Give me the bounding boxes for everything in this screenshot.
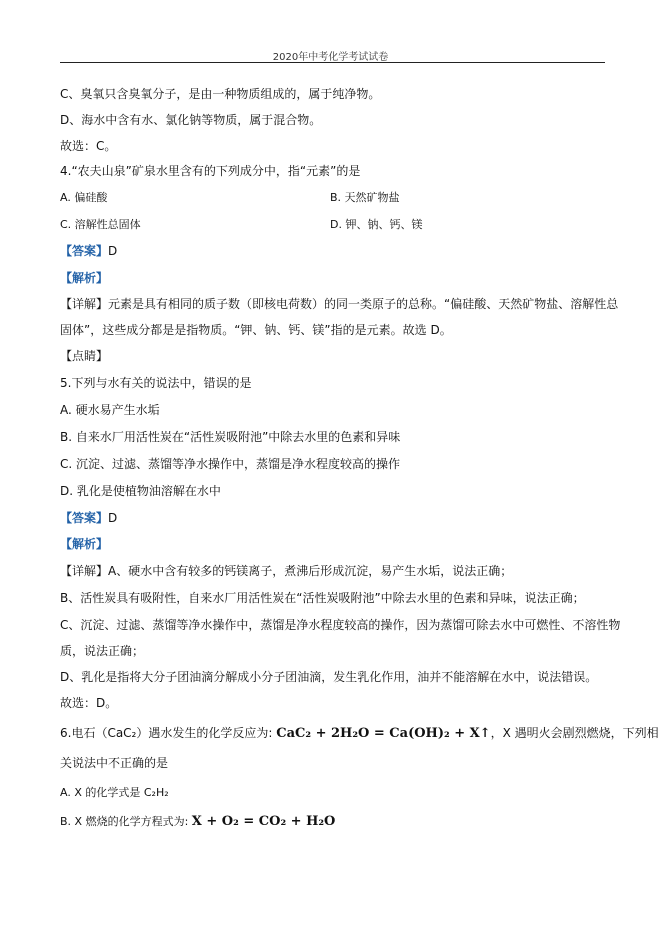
- detail-line: D、乳化是指将大分子团油滴分解成小分子团油滴，发生乳化作用，油并不能溶解在水中，说法错误。: [60, 670, 598, 684]
- question-5: 5.下列与水有关的说法中，错误的是: [60, 376, 252, 390]
- header-rule: [60, 62, 605, 63]
- reaction-equation: CaC₂ + 2H₂O = Ca(OH)₂ + X↑: [276, 726, 491, 741]
- selection-line: 故选：D。: [60, 696, 118, 710]
- answer-tag: 【答案】: [60, 511, 109, 525]
- text-line: D、海水中含有水、氯化钠等物质，属于混合物。: [60, 113, 322, 127]
- analysis-tag: [60, 536, 108, 552]
- combustion-equation: X + O₂ = CO₂ + H₂O: [191, 814, 336, 829]
- analysis-label: 【解析】: [60, 537, 109, 551]
- text-line: 故选：C。: [60, 139, 117, 153]
- option-b: [60, 814, 335, 830]
- detail-line: 固体”，这些成分都是是指物质。“钾、钠、钙、镁”指的是元素。故选 D。: [60, 323, 452, 337]
- answer-line: [60, 243, 117, 259]
- detail-line: B、活性炭具有吸附性，自来水厂用活性炭在“活性炭吸附池”中除去水里的色素和异味，说法正确；: [60, 591, 585, 605]
- option-a: A. 硬水易产生水垢: [60, 403, 160, 417]
- option-b: B. 自来水厂用活性炭在“活性炭吸附池”中除去水里的色素和异味: [60, 430, 401, 444]
- option-b: B. 天然矿物盐: [330, 191, 400, 204]
- note-tag: 【点睛】: [60, 349, 109, 363]
- detail-line: 【详解】A、硬水中含有较多的钙镁离子，煮沸后形成沉淀，易产生水垢，说法正确；: [60, 564, 513, 578]
- question-6-continued: 关说法中不正确的是: [60, 756, 169, 770]
- option-c: C. 沉淀、过滤、蒸馏等净水操作中，蒸馏是净水程度较高的操作: [60, 457, 401, 471]
- option-d: D. 乳化是使植物油溶解在水中: [60, 484, 221, 498]
- page-header: 2020年中考化学考试试卷: [272, 52, 389, 63]
- question-6-suffix: ，X 遇明火会剧烈燃烧，下列相: [490, 726, 659, 740]
- answer-value: D: [108, 511, 118, 525]
- analysis-tag: [60, 270, 108, 286]
- option-b-text: B. X 燃烧的化学方程式为:: [60, 815, 189, 828]
- option-d: D. 钾、钠、钙、镁: [330, 218, 423, 231]
- detail-line: C、沉淀、过滤、蒸馏等净水操作中，蒸馏是净水程度较高的操作，因为蒸馏可除去水中可燃性、不溶性物: [60, 618, 621, 632]
- detail-line: 质，说法正确；: [60, 644, 145, 658]
- option-a: A. 偏硅酸: [60, 191, 108, 204]
- question-6-prefix: 6.电石（CaC₂）遇水发生的化学反应为:: [60, 726, 273, 740]
- question-4: 4.“农夫山泉”矿泉水里含有的下列成分中，指“元素”的是: [60, 164, 361, 178]
- answer-line: [60, 510, 117, 526]
- option-a: A. X 的化学式是 C₂H₂: [60, 786, 169, 799]
- text-line: C、臭氧只含臭氧分子，是由一种物质组成的，属于纯净物。: [60, 87, 381, 101]
- option-c: C. 溶解性总固体: [60, 218, 141, 231]
- answer-tag: 【答案】: [60, 244, 109, 258]
- analysis-label: 【解析】: [60, 271, 109, 285]
- answer-value: D: [108, 244, 118, 258]
- detail-line: 【详解】元素是具有相同的质子数（即核电荷数）的同一类原子的总称。“偏硅酸、天然矿物盐、溶解性总: [60, 297, 619, 311]
- question-6: [60, 725, 659, 742]
